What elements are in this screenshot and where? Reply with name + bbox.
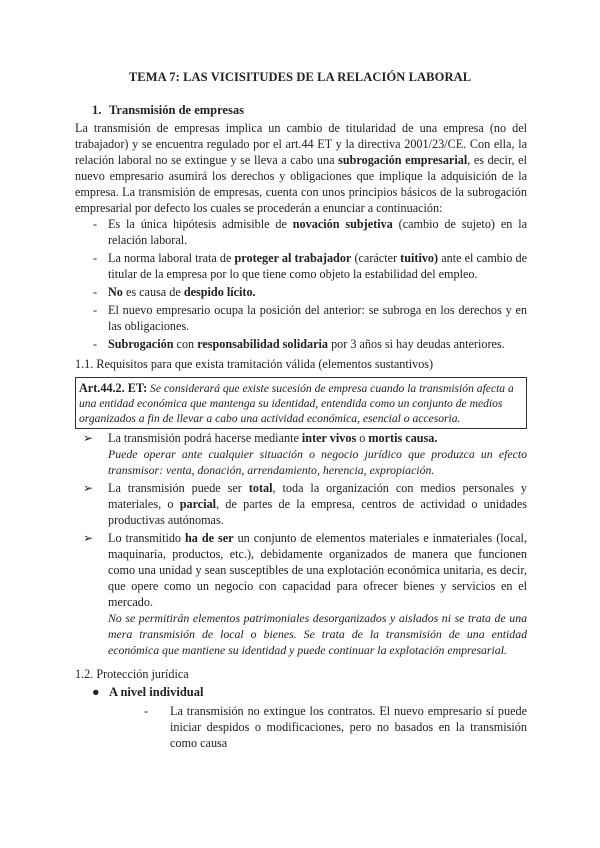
item-bold: total (248, 481, 273, 495)
item-bold: parcial (179, 497, 217, 511)
item-bold: Subrogación (108, 337, 174, 351)
item-bold: responsabilidad solidaria (197, 337, 329, 351)
list-item (144, 703, 527, 751)
list-item (75, 336, 527, 352)
item-text: (cambio de sujeto) en la relación laboral. (108, 217, 527, 247)
intro-text-b: , es decir, el nuevo empresario asumirá los derechos y obligaciones que implique la adquisición de la empresa. La transmisión de empresas, cuenta con unos principios básicos de la subrogación empresarial por defecto los cuales se procederán a enunciar a continuación: (75, 153, 527, 215)
bullet-icon: ● (92, 685, 100, 699)
dash-marker: - (93, 251, 98, 265)
item-text: La transmisión puede ser (108, 481, 249, 495)
dash-marker: - (144, 704, 149, 718)
section-1-intro-paragraph (75, 120, 527, 216)
principles-list (75, 216, 527, 354)
item-bold: despido lícito. (183, 285, 256, 299)
item-bold: tuitivo) (400, 251, 439, 265)
item-text: La transmisión podrá hacerse mediante (108, 431, 302, 445)
subsection-1-1-heading: 1.1. Requisitos para que exista tramitación válida (elementos sustantivos) (75, 357, 434, 371)
item-text: La transmisión no extingue los contratos. El nuevo empresario sí puede iniciar despidos o modificaciones, pero no basados en la transmisión como causa (170, 704, 527, 750)
list-item (75, 430, 527, 478)
item-text: por 3 años si hay deudas anteriores. (328, 337, 505, 351)
article-label: Art.44.2. ET: (79, 381, 148, 395)
item-text: El nuevo empresario ocupa la posición del anterior: se subroga en los derechos y en las obligaciones. (108, 303, 527, 333)
item-text: , de partes de la empresa, centros de actividad o unidades productivas autónomas. (108, 497, 527, 527)
article-text: Se considerará que existe sucesión de empresa cuando la transmisión afecta a una entidad económica que mantenga su identidad, entendida como un conjunto de medios organizados a fin de llevar a cabo una actividad económica, esencial o accesoria. (79, 382, 514, 425)
item-text: Es la única hipótesis admisible de (108, 217, 293, 231)
bullet-label: A nivel individual (109, 685, 204, 699)
item-italic-note: Puede operar ante cualquier situación o negocio jurídico que produzca un efecto transmisor: venta, donación, arrendamiento, herencia, expropiación. (108, 447, 527, 477)
dash-marker: - (93, 303, 98, 317)
article-quote-box (75, 377, 527, 429)
section-1-title: Transmisión de empresas (109, 103, 244, 117)
requirements-list (75, 430, 527, 660)
document-title: TEMA 7: LAS VICISITUDES DE LA RELACIÓN LABORAL (128, 70, 472, 84)
bullet-heading (92, 685, 203, 700)
list-item (75, 284, 527, 300)
item-text: un conjunto de elementos materiales e inmateriales (local, maquinaria, productos, etc.), debidamente organizados de manera que funcionen como una unidad y sean susceptibles de una explotación económica unitaria, es decir, que opere como un negocio con capacidad para ofrecer bienes y servicios en el mercado. (108, 531, 527, 609)
list-item (75, 480, 527, 528)
item-text: Lo transmitido (108, 531, 186, 545)
list-item (75, 302, 527, 334)
list-item (75, 216, 527, 248)
dash-marker: - (93, 217, 98, 231)
item-text: ante el cambio de titular de la empresa por lo que tiene como objeto la estabilidad del empleo. (108, 251, 527, 281)
arrow-bullet-icon: ➢ (83, 481, 94, 495)
subsection-1-2-heading: 1.2. Protección jurídica (75, 667, 189, 681)
section-1-number: 1. (92, 103, 102, 117)
item-text: es causa de (122, 285, 184, 299)
item-bold: No (108, 285, 123, 299)
item-text: , toda la organización con medios personales y materiales, o (108, 481, 527, 511)
list-item (75, 530, 527, 658)
item-italic-note: No se permitirán elementos patrimoniales desorganizados y aislados ni se trata de una mera transmisión de local o bienes. Se trata de la transmisión de una entidad económica que mantiene su identidad y puede continuar la explotación empresarial. (108, 611, 527, 657)
item-text: (carácter (351, 251, 401, 265)
section-1-heading (92, 103, 244, 118)
arrow-bullet-icon: ➢ (83, 431, 94, 445)
item-bold: proteger al trabajador (234, 251, 352, 265)
intro-bold: subrogación empresarial (338, 153, 468, 167)
arrow-bullet-icon: ➢ (83, 531, 94, 545)
item-bold: ha de ser (185, 531, 234, 545)
intro-text-a: La transmisión de empresas implica un cambio de titularidad de una empresa (no del trabajador) y se encuentra regulado por el art.44 ET y la directiva 2001/23/CE. Con ella, la relación laboral no se extingue y se lleva a cabo una (75, 121, 527, 167)
item-bold: inter vivos (301, 431, 357, 445)
dash-marker: - (93, 337, 98, 351)
item-bold: mortis causa. (368, 431, 438, 445)
item-text: con (173, 337, 198, 351)
item-bold: novación subjetiva (292, 217, 393, 231)
dash-marker: - (93, 285, 98, 299)
item-text: o (356, 431, 369, 445)
list-item (75, 250, 527, 282)
item-text: La norma laboral trata de (108, 251, 235, 265)
